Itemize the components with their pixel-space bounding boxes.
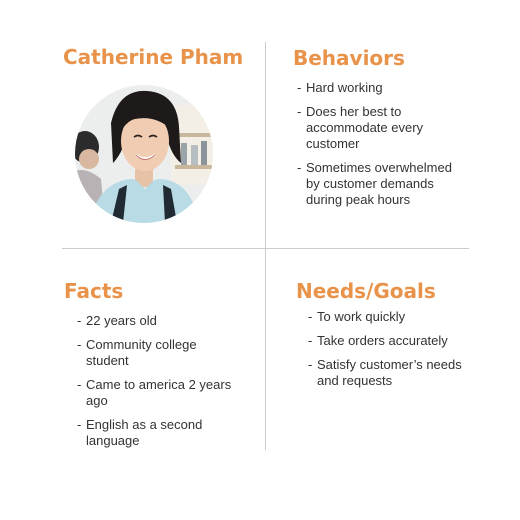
- list-item: - Sometimes overwhelmed by customer demands during peak hours: [297, 160, 467, 208]
- persona-name: Catherine Pham: [63, 45, 244, 69]
- facts-heading: Facts: [64, 279, 124, 303]
- list-item: - Community college student: [77, 337, 247, 369]
- list-item: - Satisfy customer’s needs and requests: [308, 357, 476, 389]
- list-item: - Hard working: [297, 80, 467, 96]
- list-item: - Came to america 2 years ago: [77, 377, 247, 409]
- list-item: - English as a second language: [77, 417, 247, 449]
- horizontal-divider: [62, 248, 469, 249]
- list-item: - Does her best to accommodate every customer: [297, 104, 467, 152]
- vertical-divider: [265, 42, 266, 450]
- behaviors-heading: Behaviors: [293, 46, 405, 70]
- list-item: - 22 years old: [77, 313, 247, 329]
- needs-goals-heading: Needs/Goals: [296, 279, 436, 303]
- behaviors-list: [297, 80, 467, 216]
- list-item: - To work quickly: [308, 309, 476, 325]
- list-item: - Take orders accurately: [308, 333, 476, 349]
- needs-goals-list: [308, 309, 476, 397]
- facts-list: [77, 313, 247, 457]
- persona-photo: [75, 85, 213, 223]
